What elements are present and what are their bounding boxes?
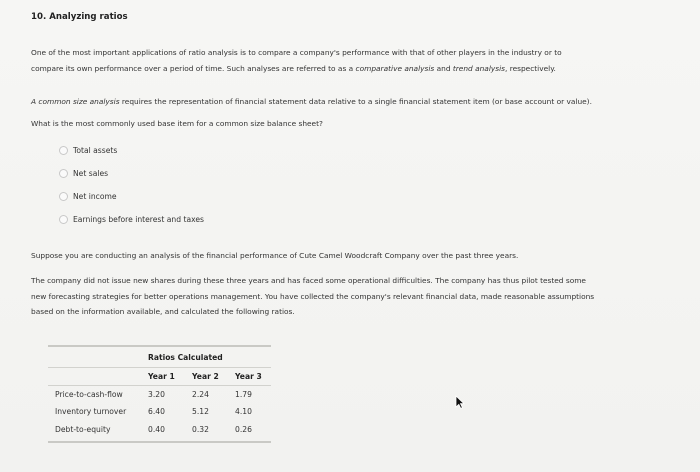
option-label: Net sales <box>73 168 109 178</box>
table-rule-top <box>48 345 271 347</box>
header-year-1: Year 1 <box>148 372 175 381</box>
table-rule-header <box>48 385 271 386</box>
cell-value: 5.12 <box>192 407 209 416</box>
cell-value: 0.40 <box>148 425 165 434</box>
common-size-text: A common size analysis requires the representation of financial statement data relative to a single financial statement item (or base account or value). <box>31 97 592 106</box>
radio-button[interactable] <box>59 169 68 178</box>
radio-button[interactable] <box>59 215 68 224</box>
intro-line-1: One of the most important applications of ratio analysis is to compare a company's performance with that of other players in the industry or to <box>31 48 562 57</box>
scenario-line-3: based on the information available, and calculated the following ratios. <box>31 307 295 316</box>
question-prompt: What is the most commonly used base item for a common size balance sheet? <box>31 119 323 128</box>
cell-value: 1.79 <box>235 390 252 399</box>
mouse-pointer-icon <box>455 395 465 409</box>
scenario-intro: Suppose you are conducting an analysis of the financial performance of Cute Camel Woodcraft Company over the past three years. <box>31 251 519 260</box>
header-year-3: Year 3 <box>235 372 262 381</box>
row-label: Inventory turnover <box>55 407 127 416</box>
table-rule-caption <box>48 367 271 368</box>
cell-value: 3.20 <box>148 390 165 399</box>
cell-value: 2.24 <box>192 390 209 399</box>
radio-button[interactable] <box>59 192 68 201</box>
row-label: Price-to-cash-flow <box>55 390 123 399</box>
cell-value: 0.32 <box>192 425 209 434</box>
option-net-income[interactable] <box>59 189 117 203</box>
cell-value: 6.40 <box>148 407 165 416</box>
table-caption: Ratios Calculated <box>148 353 223 362</box>
scenario-line-1: The company did not issue new shares during these three years and has faced some operational difficulties. The company has thus pilot tested some <box>31 276 586 285</box>
option-label: Net income <box>73 191 117 201</box>
row-label: Debt-to-equity <box>55 425 111 434</box>
radio-button[interactable] <box>59 146 68 155</box>
option-total-assets[interactable] <box>59 143 117 157</box>
option-label: Total assets <box>73 145 118 155</box>
scenario-line-2: new forecasting strategies for better operations management. You have collected the company's relevant financial data, made reasonable assumptions <box>31 292 595 301</box>
header-year-2: Year 2 <box>192 372 219 381</box>
option-net-sales[interactable] <box>59 166 108 180</box>
option-ebit[interactable] <box>59 212 204 226</box>
cell-value: 0.26 <box>235 425 252 434</box>
option-label: Earnings before interest and taxes <box>73 214 204 224</box>
table-rule-bottom <box>48 441 271 443</box>
question-title: 10. Analyzing ratios <box>31 12 128 22</box>
cell-value: 4.10 <box>235 407 252 416</box>
intro-line-2: compare its own performance over a period of time. Such analyses are referred to as a comparative analysis and trend analysis, respectively. <box>31 64 556 73</box>
